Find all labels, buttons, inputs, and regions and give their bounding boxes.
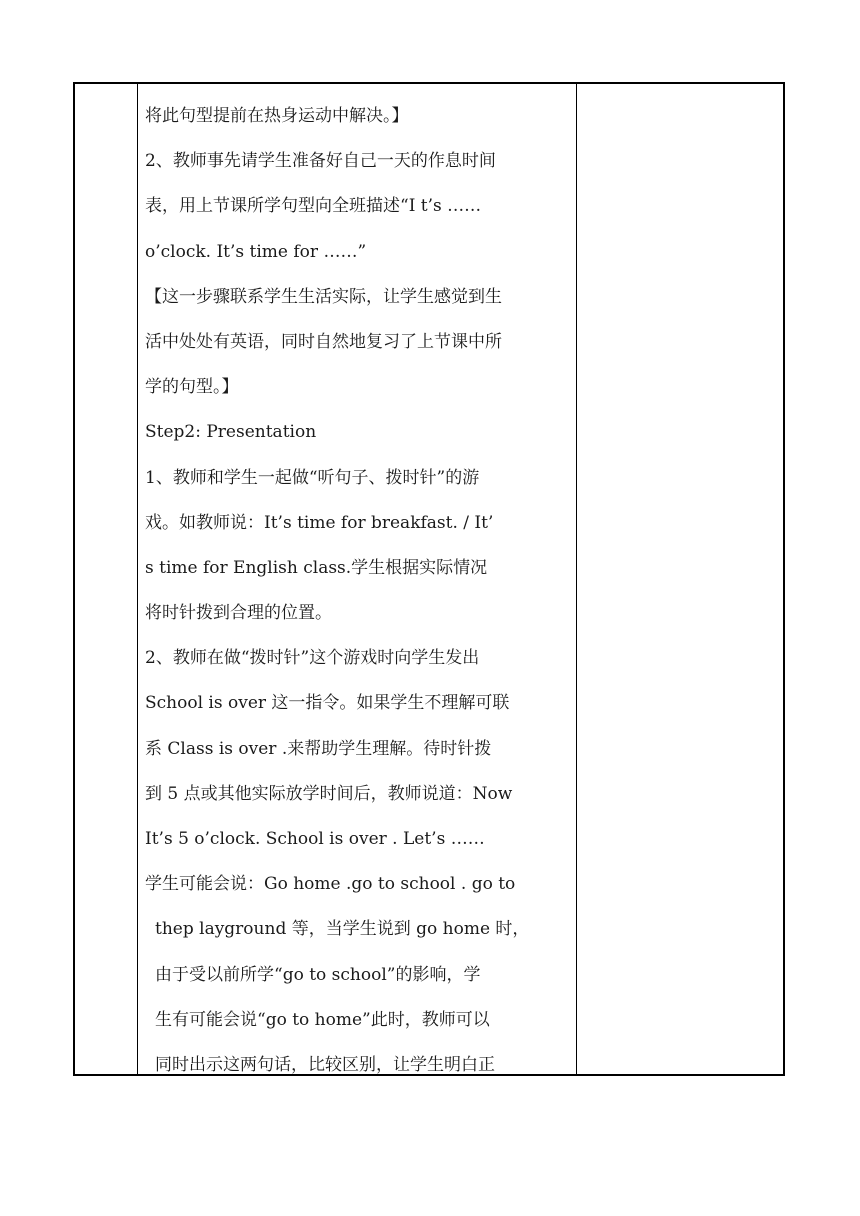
content-line: 【这一步骤联系学生生活实际，让学生感觉到生	[145, 286, 502, 307]
content-line: 系 Class is over .来帮助学生理解。待时针拨	[145, 738, 492, 759]
procedure-column-cell	[138, 84, 577, 1074]
content-line: 1、教师和学生一起做“听句子、拨时针”的游	[145, 467, 480, 488]
content-line: School is over 这一指令。如果学生不理解可联	[145, 693, 510, 714]
content-line: 同时出示这两句话，比较区别，让学生明白正	[155, 1054, 495, 1075]
content-line: Step2: Presentation	[145, 422, 317, 443]
content-line: 由于受以前所学“go to school”的影响，学	[155, 964, 481, 985]
content-line: 将此句型提前在热身运动中解决。】	[145, 106, 409, 126]
content-line: 将时针拨到合理的位置。	[145, 603, 332, 624]
notes-column-cell	[577, 84, 783, 1074]
content-line: 表，用上节课所学句型向全班描述“I t’s ……	[145, 196, 482, 217]
content-line: 2、教师在做“拨时针”这个游戏时向学生发出	[145, 648, 480, 669]
content-line: 学的句型。】	[145, 377, 239, 398]
content-line: 到 5 点或其他实际放学时间后，教师说道：Now	[145, 783, 513, 804]
content-line: 戏。如教师说：It’s time for breakfast. / It’	[145, 512, 494, 533]
left-column-cell	[75, 84, 138, 1074]
content-line: 活中处处有英语，同时自然地复习了上节课中所	[145, 331, 502, 352]
content-line: 2、教师事先请学生准备好自己一天的作息时间	[145, 151, 496, 172]
content-line: 学生可能会说：Go home .go to school . go to	[145, 874, 516, 895]
content-line: It’s 5 o’clock. School is over . Let’s ……	[145, 829, 485, 849]
content-line: o’clock. It’s time for ……”	[145, 241, 367, 262]
content-line: thep layground 等，当学生说到 go home 时，	[155, 919, 530, 940]
lesson-plan-table	[73, 82, 785, 1076]
content-line: s time for English class.学生根据实际情况	[145, 557, 488, 578]
content-line: 生有可能会说“go to home”此时，教师可以	[155, 1009, 490, 1030]
